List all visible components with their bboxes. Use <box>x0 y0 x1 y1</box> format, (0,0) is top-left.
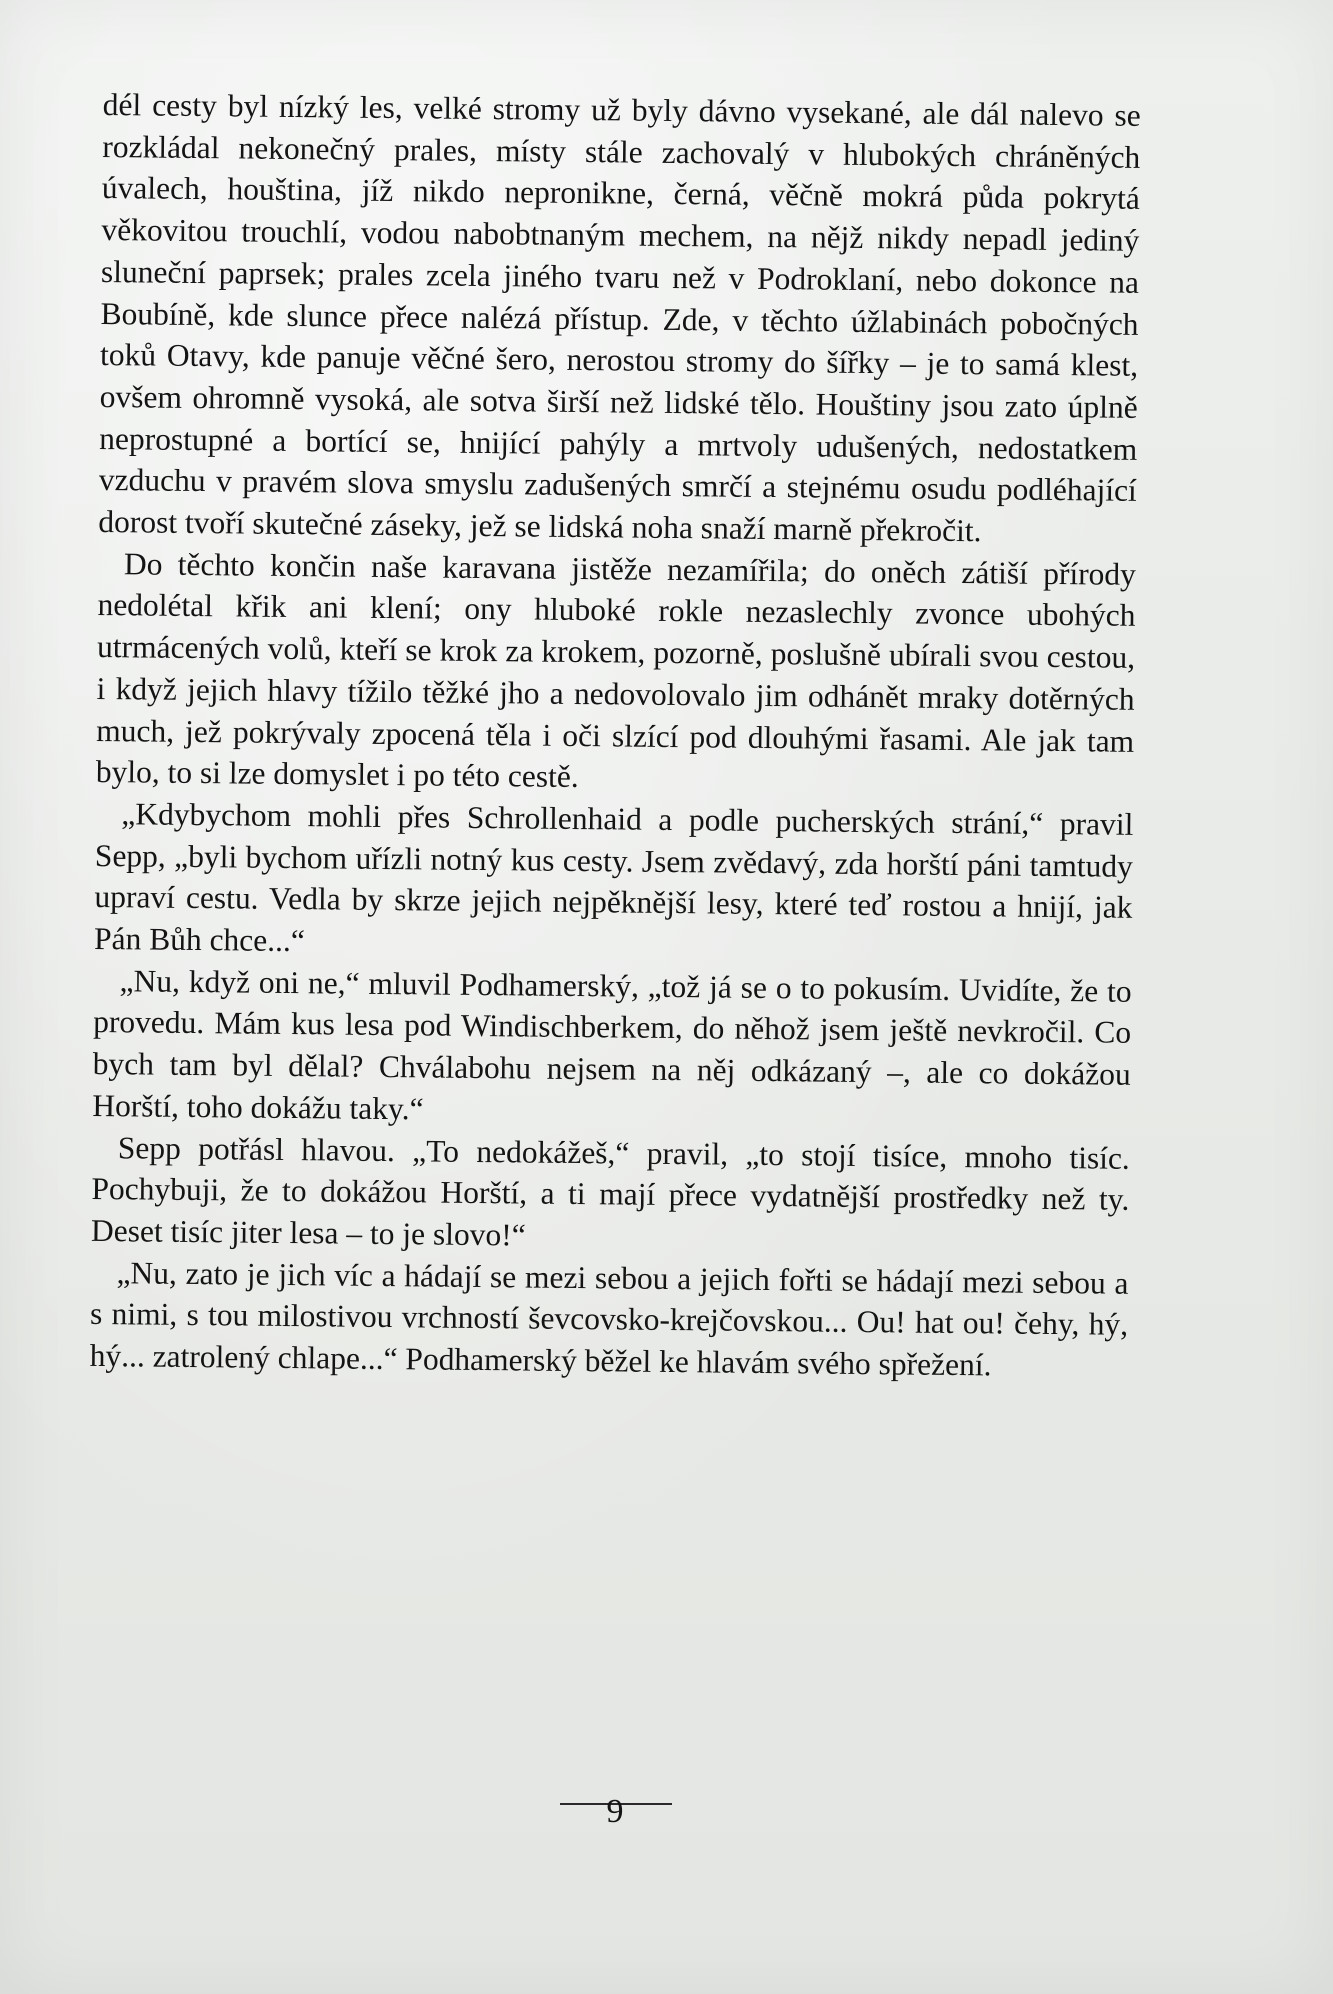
paragraph-5: Sepp potřásl hlavou. „To nedokážeš,“ pravil, „to stojí tisíce, mnoho tisíc. Pochybuji, že to dokážou Horští, a ti mají přece vydatnější prostředky než ty. Deset tisíc jiter lesa – to je slovo!“ <box>90 1129 1130 1253</box>
paragraph-4: „Nu, když oni ne,“ mluvil Podhamerský, „tož já se o to pokusím. Uvidíte, že to provedu. Mám kus lesa pod Windischberkem, do něhož jsem ještě nevkročil. Co bych tam byl dělal? Chválabohu nejsem na něj odkázaný –, ale co dokážou Horští, toho dokážu taky.“ <box>92 962 1132 1127</box>
paragraph-1: dél cesty byl nízký les, velké stromy už byly dávno vysekané, ale dál nalevo se rozkládal nekonečný prales, místy stále zachovalý v hlubokých chráněných úvalech, houština, jíž nikdo nepronikne, černá, věčně mokrá půda pokrytá věkovitou trouchlí, vodou nabobtnaným mechem, na nějž nikdy nepadl jediný sluneční paprsek; prales zcela jiného tvaru než v Podroklaní, nebo dokonce na Boubíně, kde slunce přece nalézá přístup. Zde, v těchto úžlabinách pobočných toků Otavy, kde panuje věčné šero, nerostou stromy do šířky – je to samá klest, ovšem ohromně vysoká, ale sotva širší než lidské tělo. Houštiny jsou zato úplně neprostupné a bortící se, hnijící pahýly a mrtvoly udušených, nedostatkem vzduchu v pravém slova smyslu zadušených smrčí a stejnému osudu podléhající dorost tvoří skutečné záseky, jež se lidská noha snaží marně překročit. <box>98 86 1141 549</box>
paragraph-6: „Nu, zato je jich víc a hádají se mezi sebou a jejich fořti se hádají mezi sebou a s nimi, s tou milostivou vrchností ševcovsko-krejčovskou... Ou! hat ou! čehy, hý, hý... zatrolený chlape...“ Podhamerský běžel ke hlavám svého spřežení. <box>89 1254 1129 1383</box>
paragraph-3: „Kdybychom mohli přes Schrollenhaid a podle pucherských strání,“ pravil Sepp, „byli bychom uřízli notný kus cesty. Jsem zvědavý, zda horští páni tamtudy upraví cestu. Vedla by skrze jejich nejpěknější lesy, které teď rostou a hnijí, jak Pán Bůh chce...“ <box>93 796 1134 959</box>
body-text <box>86 84 1141 1760</box>
paragraph-2: Do těchto končin naše karavana jistěže nezamířila; do oněch zátiší přírody nedolétal křik ani klení; ony hluboké rokle nezaslechly zvonce ubohých utrmácených volů, kteří se krok za krokem, pozorně, poslušně ubírali svou cestou, i když jejich hlavy tížilo těžké jho a nedovolovalo jim odhánět mraky dotěrných much, jež pokrývaly zpocená těla i oči slzící pod dlouhými řasami. Ale jak tam bylo, to si lze domyslet i po této cestě. <box>95 545 1137 795</box>
page-number: 9 <box>606 1793 624 1830</box>
